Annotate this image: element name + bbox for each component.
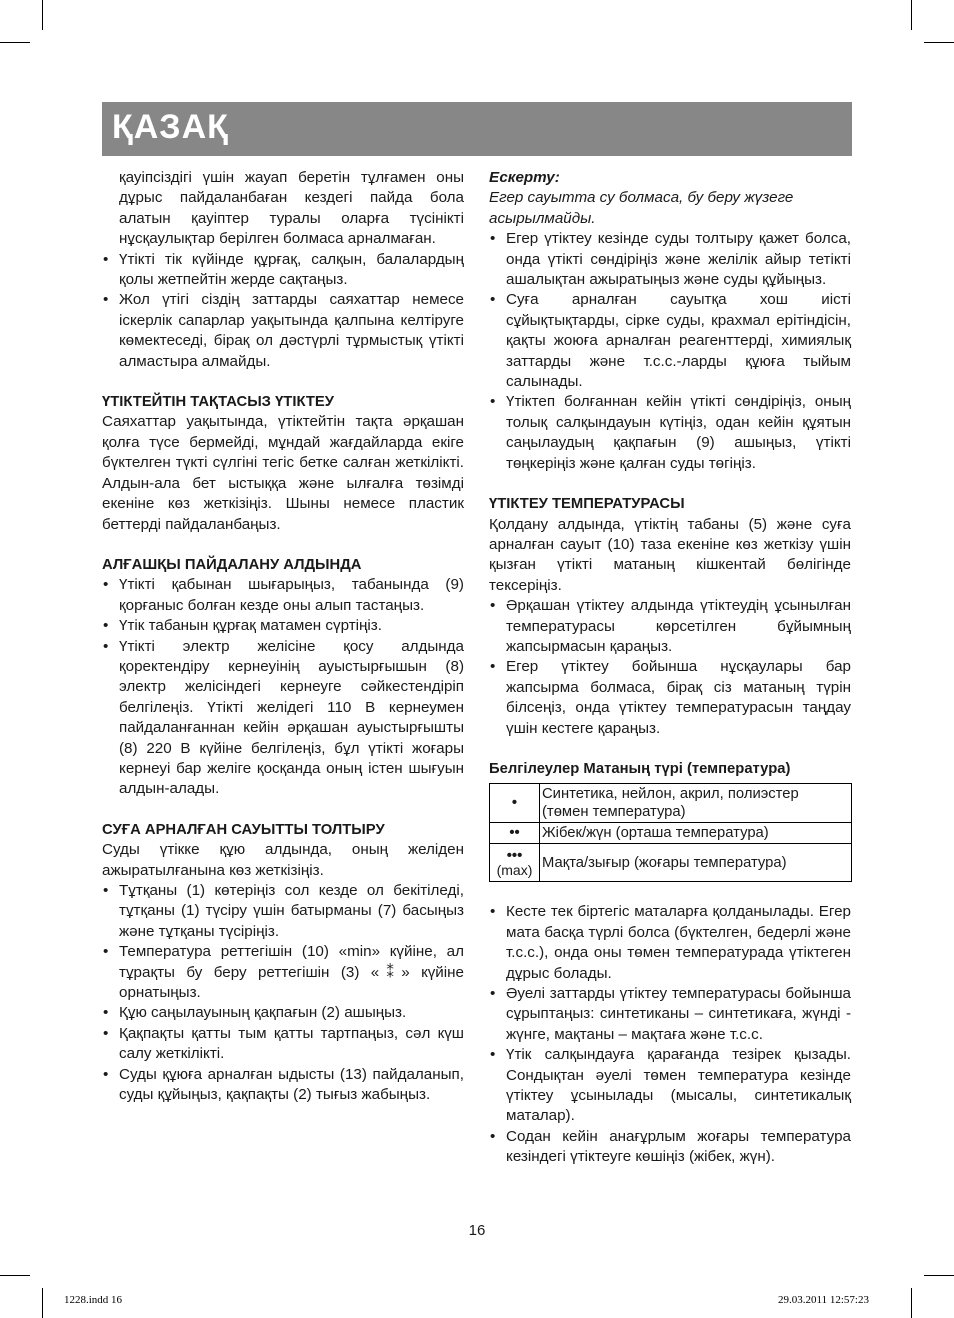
crop-mark — [924, 42, 954, 43]
note-title: Ескерту: — [489, 169, 560, 186]
list-item: • Үтікті қабынан шығарыңыз, табанында (9) қорғаныс болған кезде оны алып тастаңыз. — [102, 575, 464, 616]
table-row — [490, 823, 852, 844]
temperature-symbol: ••• (max) — [490, 844, 540, 882]
paragraph-filling: Суды үтікке құю алдында, оның желіден ажыратылғанына көз жеткізіңіз. — [102, 841, 464, 879]
list-item: • Әрқашан үтіктеу алдында үтіктеудің ұсынылған температурасы көрсетілген бұйымның жапсырмасын қараңыз. — [489, 596, 851, 657]
heading-temperature: ҮТІКТЕУ ТЕМПЕРАТУРАСЫ — [489, 496, 685, 513]
crop-mark — [0, 1275, 30, 1276]
temperature-list — [489, 596, 851, 739]
temperature-symbol: • — [490, 784, 540, 823]
crop-mark — [911, 1288, 912, 1318]
footer-date: 29.03.2011 12:57:23 — [778, 1294, 869, 1306]
max-label: (max) — [496, 861, 533, 878]
list-item: • Температура реттегішін (10) «min» күйіне, ал тұрақты бу беру реттегішін (3) «⁑» күйіне орнатыңыз. — [102, 942, 464, 1003]
water-list — [489, 229, 851, 474]
paragraph-temperature: Қолдану алдында, үтіктің табаны (5) және суға арналған сауыт (10) таза екеніне көз жеткізу үшін қызған үтікті матаның кішкентай бөлігінде тексеріңіз. — [489, 515, 851, 594]
table-row — [490, 784, 852, 823]
list-item: • Үтік салқындауға қарағанда тезірек қызады. Сондықтан әуелі төмен температура кезінде үтіктеу ұсынылады (мысалы, синтетикалық маталар). — [489, 1045, 851, 1127]
heading-no-board: ҮТІКТЕЙТІН ТАҚТАСЫЗ ҮТІКТЕУ — [102, 394, 334, 411]
table-row — [490, 844, 852, 882]
fabric-cell: Жібек/жүн (орташа температура) — [540, 823, 852, 844]
list-item: • Жол үтігі сіздің заттарды саяхаттар немесе іскерлік сапарлар уақытында қалпына келтіруге көмектеседі, бірақ ол дәстүрлі тұрмыстық үтікті алмастыра алмайды. — [102, 290, 464, 372]
list-item: • Кесте тек біртегіс маталарға қолданылады. Егер мата басқа түрлі болса (бүктелген, бедерлі және т.с.с.), онда оны төмен температурада үтіктеген дұрыс болады. — [489, 902, 851, 984]
crop-mark — [924, 1275, 954, 1276]
storage-list — [102, 250, 464, 372]
filling-list — [102, 881, 464, 1105]
fabric-cell: Мақта/зығыр (жоғары температура) — [540, 844, 852, 882]
crop-mark — [0, 42, 30, 43]
page-number: 16 — [468, 1222, 486, 1239]
list-item: • Тұтқаны (1) көтеріңіз сол кезде ол бекітіледі, тұтқаны (1) түсіру үшін батырманы (7) басыңыз және тұтқаны түсіріңіз. — [102, 881, 464, 942]
crop-mark — [911, 0, 912, 30]
fabric-table — [489, 783, 852, 882]
fabric-cell: Синтетика, нейлон, акрил, полиэстер (төмен температура) — [540, 784, 852, 823]
table-heading: Белгілеулер Матаның түрі (температура) — [489, 760, 791, 777]
temperature-symbol: •• — [490, 823, 540, 844]
paragraph-no-board: Саяхаттар уақытында, үтіктейтін тақта әрқашан қолға түсе бермейді, мұндай жағдайларда екіге бүктелген түкті сүлгіні тегіс бетке салған жеткілікті. Алдын-ала бет ыстыққа және ылғалға төзімді екеніне көз жеткізіңіз. Шыны немесе пластик беттерді пайдаланбаңыз. — [102, 413, 464, 533]
sorting-list — [489, 902, 851, 1167]
list-item: • Егер үтіктеу бойынша нұсқаулары бар жапсырма болмаса, бірақ сіз матаның түрін білсеңіз, онда үтіктеу температурасын таңдау үшін кестеге қараңыз. — [489, 657, 851, 739]
list-item: • Үтікті тік күйінде құрғақ, салқын, балалардың қолы жетпейтін жерде сақтаңыз. — [102, 250, 464, 291]
list-item: • Қақпақты қатты тым қатты тартпаңыз, сәл күш салу жеткілікті. — [102, 1024, 464, 1065]
list-item: • Суға арналған сауытқа хош иісті сұйықтықтарды, сірке суды, крахмал ерітіндісін, қақты жоюға арналған реагенттерді, химиялық заттарды және т.с.с.-ларды құюға тыйым салынады. — [489, 290, 851, 392]
heading-filling: СУҒА АРНАЛҒАН САУЫТТЫ ТОЛТЫРУ — [102, 821, 385, 838]
list-item: • Әуелі заттарды үтіктеу температурасы бойынша сұрыптаңыз: синтетиканы – синтетикаға, жүнді - жүнге, мақтаны – мақтаға және т.с.с. — [489, 984, 851, 1045]
heading-first-use: АЛҒАШҚЫ ПАЙДАЛАНУ АЛДЫНДА — [102, 556, 362, 573]
right-column — [489, 168, 851, 1168]
note-text: Егер сауытта су болмаса, бу беру жүзеге асырылмайды. — [489, 189, 794, 227]
crop-mark — [42, 1288, 43, 1318]
left-column — [102, 168, 464, 1105]
section-title: ҚАЗАҚ — [112, 108, 229, 146]
section-header — [102, 102, 852, 156]
footer-file: 1228.indd 16 — [64, 1294, 123, 1306]
list-item: • Содан кейін анағұрлым жоғары температура кезіндегі үтіктеуге көшіңіз (жібек, жүн). — [489, 1127, 851, 1168]
list-item: • Үтік табанын құрғақ матамен сүртіңіз. — [102, 616, 464, 636]
first-use-list — [102, 575, 464, 799]
list-item: • Үтікті электр желісіне қосу алдында қоректендіру кернеуінің ауыстырғышын (8) электр желісіндегі кернеуге сәйкестендіріп белгілеңіз. Үтікті желідегі 110 В кернеумен пайдаланғаннан кейін әрқашан ауыстырғышты (8) 220 В күйіне белгілеңіз, бұл үтікті жоғары кернеуі бар желіге қосқанда оның істен шығуын алдын-алады. — [102, 637, 464, 800]
list-item: • Құю саңылауының қақпағын (2) ашыңыз. — [102, 1003, 464, 1023]
intro-paragraph: қауіпсіздігі үшін жауап беретін тұлғамен оны дұрыс пайдаланбаған кездегі пайда бола алатын қауіптер туралы оларға түсінікті нұсқаулықтар берілген болмаса арналмаған. — [119, 169, 464, 248]
list-item: • Үтіктеп болғаннан кейін үтікті сөндіріңіз, оның толық салқындауын күтіңіз, одан кейін құятын саңылаудың қақпағын (9) ашыңыз, үтікті төңкеріңіз және қалған суды төгіңіз. — [489, 392, 851, 474]
list-item: • Егер үтіктеу кезінде суды толтыру қажет болса, онда үтікті сөндіріңіз және желілік айыр тетікті ашалықтан ажыратыңыз және суды құйыңыз. — [489, 229, 851, 290]
list-item: • Суды құюға арналған ыдысты (13) пайдаланып, суды құйыңыз, қақпақты (2) тығыз жабыңыз. — [102, 1065, 464, 1106]
crop-mark — [42, 0, 43, 30]
